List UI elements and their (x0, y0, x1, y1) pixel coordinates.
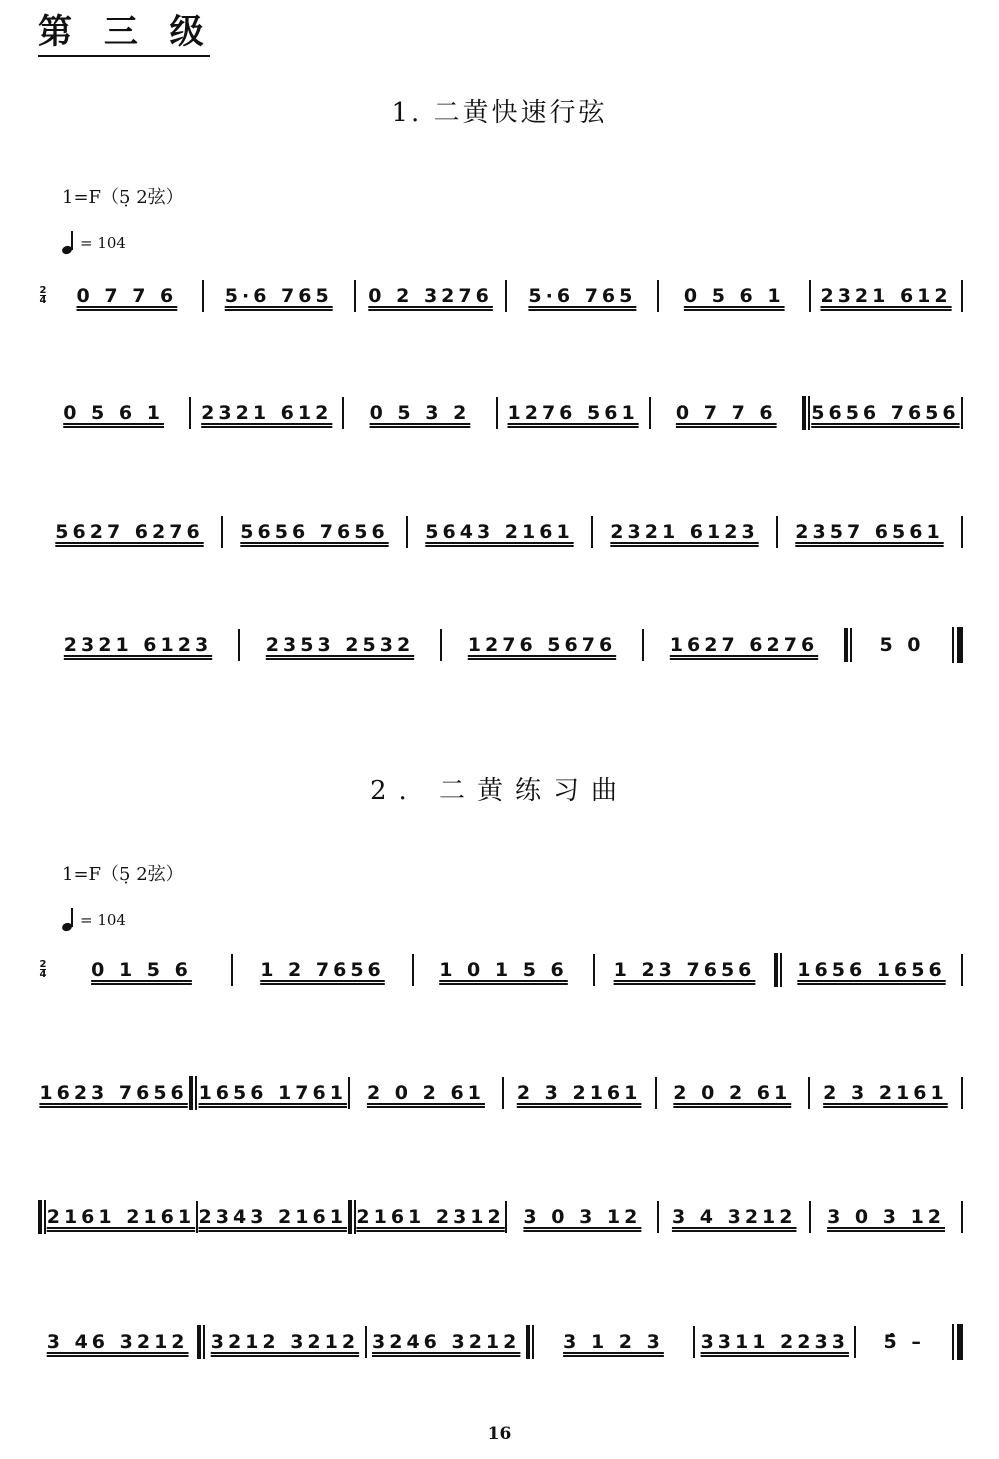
barline (961, 280, 963, 312)
measure: 2 3 2161 (516, 1082, 642, 1104)
piece-1-tempo (62, 230, 126, 256)
measure: 5̂ – (883, 1331, 925, 1353)
piece-1-title: 1. 二黄快速行弦 (391, 98, 608, 128)
measure: 2321 6123 (610, 521, 759, 543)
staff-line (38, 401, 963, 457)
measure: 3212 3212 (210, 1331, 360, 1353)
staff-line (38, 958, 963, 1014)
measure: 1 0 1 5 6 (439, 959, 568, 981)
measure: 2161 2161 (46, 1206, 196, 1228)
level-heading: 第 三 级 (38, 12, 214, 52)
staff-line (38, 520, 963, 576)
repeat-end-barline (348, 1200, 356, 1234)
measure: 5627 6276 (55, 521, 204, 543)
measure: 1276 561 (507, 402, 639, 424)
measure: 2 0 2 61 (673, 1082, 792, 1104)
measure: 5·6 765 (224, 285, 333, 307)
repeat-end-barline (526, 1325, 534, 1359)
staff-line (38, 633, 963, 689)
final-barline (952, 1324, 963, 1360)
measure: 0 5 6 1 (683, 285, 785, 307)
staff-line (38, 1330, 963, 1386)
measure: 1627 6276 (669, 634, 819, 656)
barline (961, 516, 963, 548)
measure: 1 23 7656 (613, 959, 756, 981)
measure: 1276 5676 (467, 634, 617, 656)
measure: 2321 6123 (63, 634, 213, 656)
tempo-value: = 104 (80, 234, 126, 252)
measure: 3 4 3212 (671, 1206, 797, 1228)
measure: 3 46 3212 (46, 1331, 189, 1353)
measure: 2 3 2161 (823, 1082, 948, 1104)
measure: 5643 2161 (425, 521, 574, 543)
piece-2-key: 1=F（5̣ 2弦） (62, 864, 184, 885)
measure: 1623 7656 (39, 1082, 188, 1104)
piece-1-key: 1=F（5̣ 2弦） (62, 187, 184, 208)
quarter-note-icon (62, 908, 76, 932)
repeat-start-barline (38, 1200, 46, 1234)
measure: 2357 6561 (795, 521, 944, 543)
barline (961, 1201, 963, 1233)
measure: 5656 7656 (811, 402, 960, 424)
quarter-note-icon (62, 231, 76, 255)
repeat-end-barline (844, 628, 852, 662)
final-barline (952, 627, 963, 663)
measure: 0 7 7 6 (76, 285, 178, 307)
measure: 2321 612 (201, 402, 333, 424)
barline (961, 954, 963, 986)
time-signature: 2 4 (39, 959, 47, 980)
measure: 3 0 3 12 (523, 1206, 642, 1228)
barline (961, 397, 963, 429)
repeat-end-barline (189, 1076, 197, 1110)
measure: 0 7 7 6 (675, 402, 777, 424)
measure: 1656 1656 (797, 959, 946, 981)
page-number: 16 (487, 1424, 512, 1444)
piece-2-title: 2. 二黄练习曲 (369, 776, 630, 806)
level-heading-underline (38, 55, 210, 57)
measure: 5·6 765 (528, 285, 637, 307)
measure: 2321 612 (820, 285, 952, 307)
staff-line (38, 1081, 963, 1137)
measure: 2 0 2 61 (366, 1082, 485, 1104)
measure: 1 2 7656 (260, 959, 385, 981)
measure: 3311 2233 (700, 1331, 849, 1353)
piece-2-tempo (62, 907, 126, 933)
measure: 1656 1761 (198, 1082, 347, 1104)
measure: 5 0 (879, 634, 925, 656)
measure: 0 1 5 6 (91, 959, 192, 981)
time-signature: 2 4 (39, 285, 47, 306)
measure: 2353 2532 (265, 634, 415, 656)
measure: 5656 7656 (240, 521, 389, 543)
measure: 3246 3212 (372, 1331, 521, 1353)
barline (961, 1077, 963, 1109)
measure: 2161 2312 (356, 1206, 505, 1228)
measure: 0 5 3 2 (369, 402, 471, 424)
measure: 0 5 6 1 (63, 402, 164, 424)
repeat-start-barline (197, 1325, 205, 1359)
staff-line (38, 1205, 963, 1261)
repeat-start-barline (802, 396, 810, 430)
measure: 3 0 3 12 (827, 1206, 946, 1228)
measure: 2343 2161 (198, 1206, 347, 1228)
repeat-start-barline (774, 953, 782, 987)
staff-line (38, 284, 963, 340)
measure: 0 2 3276 (368, 285, 493, 307)
measure: 3 1 2 3 (563, 1331, 664, 1353)
tempo-value: = 104 (80, 911, 126, 929)
